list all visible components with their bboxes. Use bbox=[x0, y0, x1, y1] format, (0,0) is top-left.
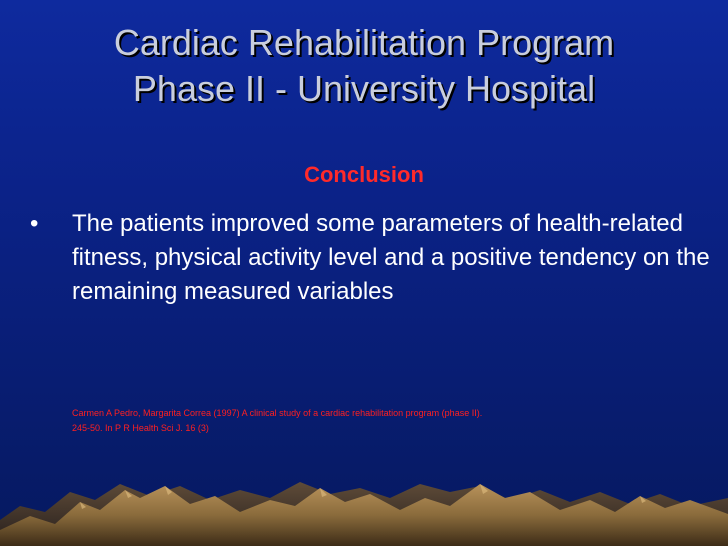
bullet-text: The patients improved some parameters of health-related fitness, physical activity level and a positive tendency on the remaining measured variables bbox=[72, 210, 710, 305]
citation bbox=[72, 406, 722, 436]
title-line-2: Phase II - University Hospital bbox=[132, 68, 596, 109]
title-line-1: Cardiac Rehabilitation Program bbox=[113, 22, 615, 63]
citation-line-1: Carmen A Pedro, Margarita Correa (1997) A clinical study of a cardiac rehabilitation program (phase II). bbox=[72, 408, 483, 418]
citation-line-2: 245-50. In P R Health Sci J. 16 (3) bbox=[72, 423, 209, 433]
bullet-icon: • bbox=[30, 210, 39, 237]
slide-title bbox=[0, 20, 728, 112]
section-heading: Conclusion bbox=[304, 162, 424, 187]
mountain-range-illustration bbox=[0, 440, 728, 546]
